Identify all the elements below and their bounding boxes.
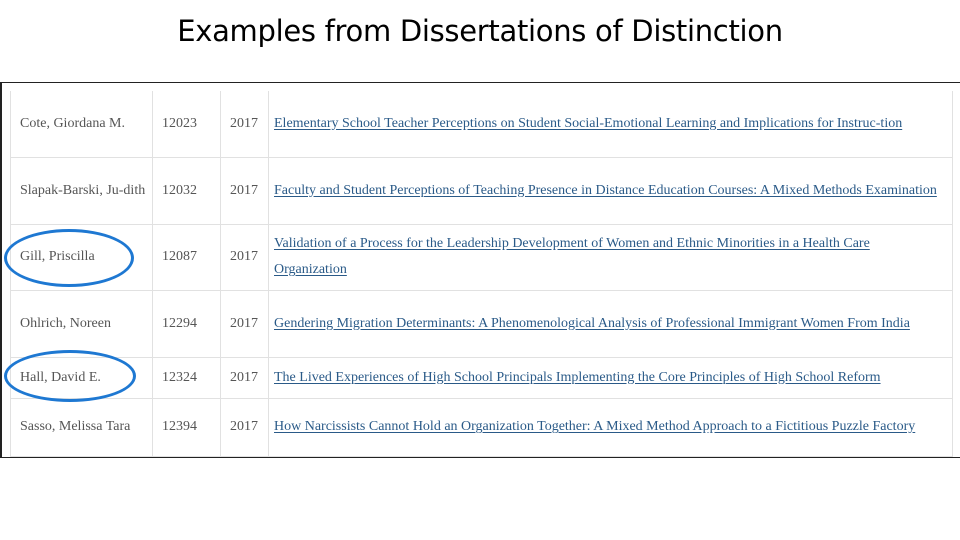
table-row	[11, 91, 953, 157]
slide-title: Examples from Dissertations of Distinction	[177, 14, 783, 48]
author-name: Cote, Giordana M.	[11, 91, 153, 157]
author-name: Sasso, Melissa Tara	[11, 398, 153, 456]
dissertation-year: 2017	[221, 357, 269, 398]
dissertation-title-link[interactable]: Elementary School Teacher Perceptions on Student Social-Emotional Learning and Implications for Instruc-tion	[274, 115, 903, 131]
author-name: Ohlrich, Noreen	[11, 290, 153, 357]
author-name: Slapak-Barski, Ju-dith	[11, 157, 153, 224]
dissertation-title-link[interactable]: Validation of a Process for the Leadership Development of Women and Ethnic Minorities in a Health Care Organization	[274, 236, 870, 277]
dissertation-year: 2017	[221, 290, 269, 357]
dissertation-year: 2017	[221, 157, 269, 224]
highlight-circle-hall	[4, 350, 136, 402]
dissertation-title-link[interactable]: The Lived Experiences of High School Principals Implementing the Core Principles of High School Reform	[274, 369, 881, 385]
dissertation-table-screenshot	[0, 82, 960, 458]
dissertation-year: 2017	[221, 398, 269, 456]
dissertation-title-link[interactable]: Faculty and Student Perceptions of Teaching Presence in Distance Education Courses: A Mixed Methods Examination	[274, 182, 937, 198]
dissertation-number: 12032	[153, 157, 221, 224]
author-name: Hall, David E.	[11, 357, 153, 398]
dissertation-year: 2017	[221, 91, 269, 157]
dissertation-number: 12087	[153, 224, 221, 290]
table-row	[11, 398, 953, 456]
dissertation-title-link[interactable]: Gendering Migration Determinants: A Phenomenological Analysis of Professional Immigrant Women From India	[274, 315, 910, 331]
table-row	[11, 290, 953, 357]
dissertation-year: 2017	[221, 224, 269, 290]
dissertation-title-link[interactable]: How Narcissists Cannot Hold an Organization Together: A Mixed Method Approach to a Fictitious Puzzle Factory	[274, 419, 916, 434]
table-row	[11, 357, 953, 398]
dissertation-number: 12324	[153, 357, 221, 398]
dissertation-number: 12394	[153, 398, 221, 456]
dissertation-number: 12023	[153, 91, 221, 157]
dissertation-table	[10, 91, 953, 457]
table-row	[11, 224, 953, 290]
table-row	[11, 157, 953, 224]
dissertation-number: 12294	[153, 290, 221, 357]
author-name: Gill, Priscilla	[11, 224, 153, 290]
highlight-circle-gill	[4, 229, 134, 287]
